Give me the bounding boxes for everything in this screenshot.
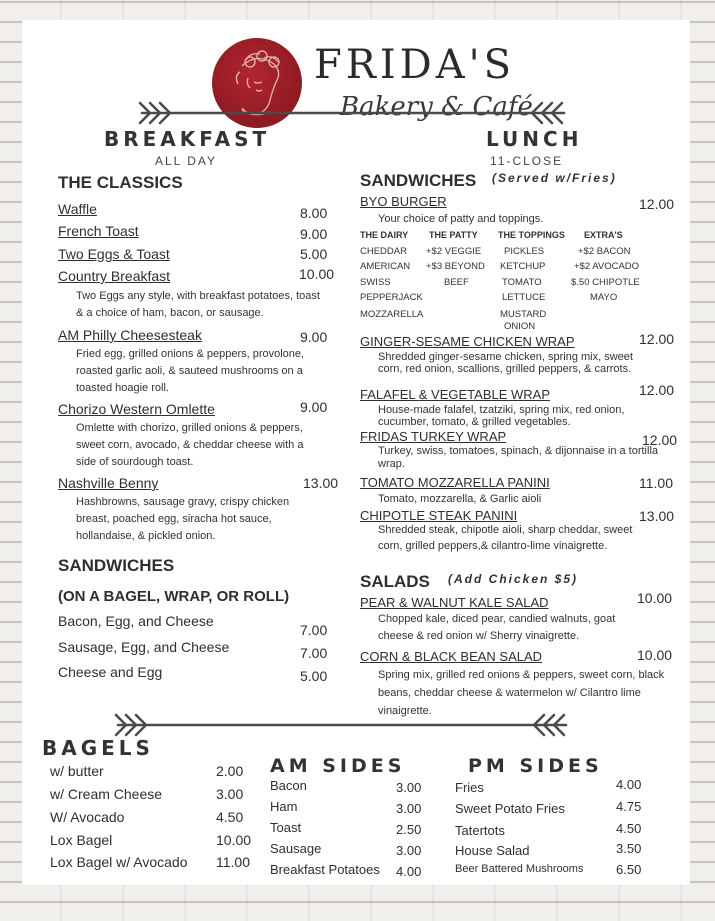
menu-item-price: 12.00	[642, 432, 678, 448]
menu-item-price: 3.00	[396, 843, 422, 858]
menu-item-name: Ham	[270, 799, 298, 814]
menu-item-name: Toast	[270, 820, 302, 835]
menu-item-price: 3.50	[616, 841, 642, 856]
menu-item-description: Shredded ginger-sesame chicken, spring mix, sweet corn, red onion, scallions, grilled peppers, & carrots.	[378, 351, 633, 375]
menu-item-price: 11.00	[639, 475, 673, 491]
arrow-divider-top	[134, 98, 574, 128]
menu-item-name: Country Breakfast	[58, 268, 171, 284]
menu-item-name: w/ Cream Cheese	[50, 786, 163, 802]
menu-item-name: Tatertots	[455, 823, 505, 838]
am-sides-heading: AM SIDES	[270, 755, 406, 777]
byo-option: TOMATO	[502, 277, 542, 288]
menu-item-price: 10.00	[216, 832, 252, 848]
menu-item-price: 4.00	[616, 777, 642, 792]
menu-item-description: House-made falafel, tzatziki, spring mix, red onion, cucumber, tomato, & grilled vegetables.	[378, 404, 625, 428]
menu-item-description: Spring mix, grilled red onions & peppers, sweet corn, black beans, cheddar cheese & watermelon w/ Cilantro lime vinaigrette.	[378, 669, 665, 717]
menu-item-name: Sausage	[270, 841, 322, 856]
menu-item-price: 9.00	[300, 226, 328, 242]
menu-item-price: 3.00	[396, 780, 422, 795]
menu-item-price: 4.75	[616, 799, 642, 814]
byo-option: BEEF	[444, 277, 469, 288]
breakfast-subheading: ALL DAY	[155, 154, 218, 168]
menu-item-name: AM Philly Cheesesteak	[58, 327, 202, 343]
menu-item-price: 4.00	[396, 864, 422, 879]
menu-item-description: Fried egg, grilled onions & peppers, provolone, roasted garlic aoli, & sauteed mushrooms on a toasted hoagie roll.	[76, 348, 305, 394]
menu-item-name: Fries	[455, 780, 484, 795]
byo-option: +$3 BEYOND	[426, 261, 485, 272]
lunch-heading: LUNCH	[486, 127, 583, 151]
menu-item-price: 3.00	[396, 801, 422, 816]
menu-item-price: 8.00	[300, 205, 328, 221]
menu-item-price: 2.00	[216, 763, 244, 779]
menu-item-name: BYO BURGER	[360, 194, 447, 209]
pm-sides-heading: PM SIDES	[468, 755, 603, 777]
menu-item-name: Chorizo Western Omlette	[58, 401, 215, 417]
menu-item-description: Tomato, mozzarella, & Garlic aioli	[378, 493, 542, 505]
lunch-sandwiches-heading: SANDWICHES	[360, 171, 477, 190]
menu-item-price: 9.00	[300, 399, 328, 415]
byo-option: PEPPERJACK	[360, 292, 423, 303]
byo-column-header: EXTRA'S	[584, 230, 623, 240]
menu-item-price: 4.50	[616, 821, 642, 836]
classics-heading: THE CLASSICS	[58, 173, 183, 192]
menu-item-price: 12.00	[639, 196, 675, 212]
byo-option: CHEDDAR	[360, 246, 407, 257]
menu-item-name: w/ butter	[50, 763, 104, 779]
menu-item-name: Nashville Benny	[58, 475, 159, 491]
menu-item-description: Chopped kale, diced pear, candied walnuts, goat cheese & red onion w/ Sherry vinaigrette.	[378, 613, 616, 642]
menu-item-price: 2.50	[396, 822, 422, 837]
byo-column-header: THE TOPPINGS	[498, 230, 565, 240]
menu-item-name: Lox Bagel w/ Avocado	[50, 854, 188, 870]
byo-option: ONION	[504, 321, 536, 332]
menu-item-name: Lox Bagel	[50, 832, 113, 848]
byo-option: SWISS	[360, 277, 391, 288]
byo-option: $.50 CHIPOTLE	[571, 277, 640, 288]
menu-item-price: 7.00	[300, 622, 328, 638]
byo-option: LETTUCE	[502, 292, 546, 303]
menu-item-name: Breakfast Potatoes	[270, 862, 380, 877]
byo-option: +$2 BACON	[578, 246, 631, 257]
byo-option: +$2 VEGGIE	[426, 246, 482, 257]
menu-item-price: 10.00	[637, 590, 673, 606]
menu-item-name: Sweet Potato Fries	[455, 801, 565, 816]
menu-item-description: Hashbrowns, sausage gravy, crispy chicken breast, poached egg, siracha hot sauce, hollandaise, & pickled onion.	[76, 496, 290, 542]
byo-option: MAYO	[590, 292, 618, 303]
menu-item-price: 7.00	[300, 645, 328, 661]
byo-column-header: THE PATTY	[429, 230, 478, 240]
menu-item-price: 11.00	[216, 854, 250, 870]
menu-item-price: 5.00	[300, 246, 328, 262]
menu-item-name: W/ Avocado	[50, 809, 125, 825]
menu-item-description: Omlette with chorizo, grilled onions & peppers, sweet corn, avocado, & cheddar cheese with a side of sourdough toast.	[76, 422, 304, 468]
menu-item-price: 13.00	[639, 508, 675, 524]
menu-item-name: PEAR & WALNUT KALE SALAD	[360, 595, 549, 610]
menu-item-name: FRIDAS TURKEY WRAP	[360, 429, 507, 444]
byo-option: MUSTARD	[500, 309, 547, 320]
lunch-subheading: 11-CLOSE	[490, 154, 564, 168]
menu-item-description: Turkey, swiss, tomatoes, spinach, & dijonnaise in a tortilla wrap.	[378, 445, 659, 470]
menu-item-description: Your choice of patty and toppings.	[378, 213, 544, 225]
byo-column-header: THE DAIRY	[360, 230, 409, 240]
lunch-sandwiches-note: (Served w/Fries)	[492, 171, 617, 185]
byo-option: KETCHUP	[500, 261, 546, 272]
arrow-divider-bottom	[110, 710, 574, 740]
byo-option: PICKLES	[504, 246, 545, 257]
menu-item-name: Waffle	[58, 201, 97, 217]
menu-item-name: Beer Battered Mushrooms	[455, 863, 584, 875]
menu-paper	[22, 20, 690, 885]
menu-item-price: 12.00	[639, 382, 675, 398]
menu-item-name: CORN & BLACK BEAN SALAD	[360, 649, 543, 664]
menu-item-name: Sausage, Egg, and Cheese	[58, 639, 230, 655]
menu-item-price: 3.00	[216, 786, 244, 802]
bfast-sandwiches-subheading: (ON A BAGEL, WRAP, OR ROLL)	[58, 588, 290, 605]
bagels-heading: BAGELS	[42, 736, 154, 760]
brand-subtitle: Bakery & Café	[340, 92, 533, 122]
menu-item-name: House Salad	[455, 843, 530, 858]
menu-item-name: TOMATO MOZZARELLA PANINI	[360, 475, 550, 490]
byo-option: MOZZARELLA	[360, 309, 424, 320]
menu-item-price: 9.00	[300, 329, 328, 345]
byo-option: +$2 AVOCADO	[574, 261, 640, 272]
salads-note: (Add Chicken $5)	[448, 572, 579, 586]
menu-item-name: Cheese and Egg	[58, 664, 163, 680]
menu-item-price: 12.00	[639, 331, 675, 347]
menu-item-price: 10.00	[299, 266, 335, 282]
menu-item-price: 5.00	[300, 668, 328, 684]
bfast-sandwiches-heading: SANDWICHES	[58, 556, 175, 575]
menu-item-name: Bacon, Egg, and Cheese	[58, 613, 214, 629]
byo-option: AMERICAN	[360, 261, 411, 272]
menu-item-price: 13.00	[303, 475, 339, 491]
menu-item-description: Shredded steak, chipotle aioli, sharp cheddar, sweet corn, grilled peppers,& cilantro-lime vinaigrette.	[378, 524, 633, 552]
menu-item-name: Bacon	[270, 778, 307, 793]
menu-item-name: French Toast	[58, 223, 139, 239]
menu-item-price: 4.50	[216, 809, 244, 825]
menu-item-price: 10.00	[637, 647, 673, 663]
brand-name: FRIDA'S	[314, 42, 516, 88]
menu-item-name: FALAFEL & VEGETABLE WRAP	[360, 387, 551, 402]
breakfast-heading: BREAKFAST	[104, 127, 271, 151]
menu-item-price: 6.50	[616, 862, 642, 877]
menu-item-description: Two Eggs any style, with breakfast potatoes, toast & a choice of ham, bacon, or sausage.	[76, 290, 320, 319]
salads-heading: SALADS	[360, 572, 430, 591]
menu-item-name: GINGER-SESAME CHICKEN WRAP	[360, 334, 575, 349]
menu-item-name: Two Eggs & Toast	[58, 246, 170, 262]
menu-item-name: CHIPOTLE STEAK PANINI	[360, 508, 518, 523]
